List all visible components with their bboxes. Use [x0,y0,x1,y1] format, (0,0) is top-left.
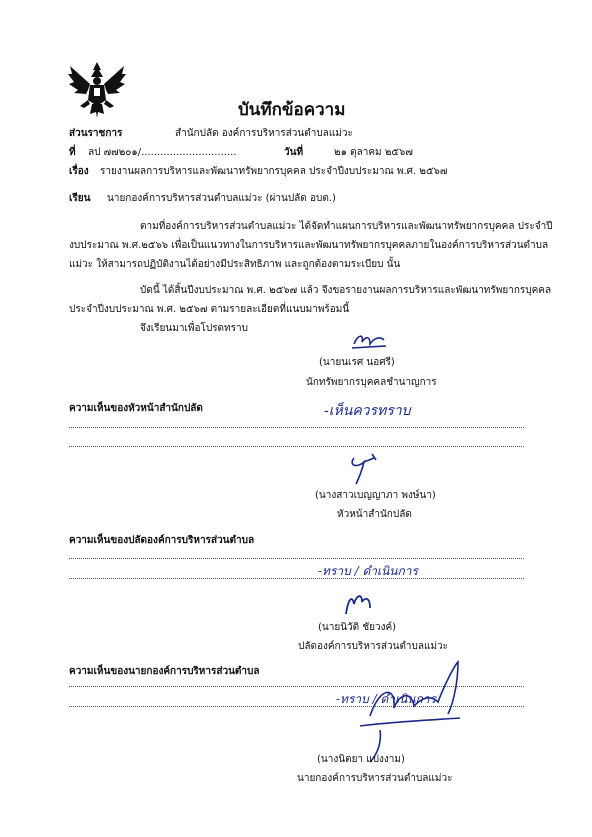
section-2-heading: ความเห็นของปลัดองค์การบริหารส่วนตำบล [69,535,255,546]
to-label: เรียน [69,193,91,204]
signer-2-name: (นางสาวเบญญาภา พงษ์นา) [315,490,436,501]
subject-value: รายงานผลการบริหารและพัฒนาทรัพยากรบุคคล ประจำปีงบประมาณ พ.ศ. ๒๕๖๗ [100,166,448,177]
subject-label: เรื่อง [69,166,89,177]
signer-1-name: (นายนเรศ นอศรี) [319,357,395,368]
comment-line [69,558,524,559]
body-line: ตามที่องค์การบริหารส่วนตำบลแม่วะ ได้จัดทำแผนการบริหารและพัฒนาทรัพยากรบุคคล ประจำปี [140,221,553,232]
agency-value: สำนักปลัด องค์การบริหารส่วนตำบลแม่วะ [175,128,353,139]
body-line: ประจำปีงบประมาณ พ.ศ. ๒๕๖๗ ตามรายละเอียดที่แนบมาพร้อมนี้ [69,304,350,315]
body-line: งบประมาณ พ.ศ.๒๕๖๖ เพื่อเป็นแนวทางในการบริหารและพัฒนาทรัพยากรบุคคลภายในองค์การบริหารส่วนตำบล [69,240,549,251]
section-3-heading: ความเห็นของนายกองค์การบริหารส่วนตำบล [69,666,260,677]
section-1-heading: ความเห็นของหัวหน้าสำนักปลัด [69,403,203,414]
comment-line [69,446,524,447]
signature-4-icon [340,656,470,766]
signer-3-position: ปลัดองค์การบริหารส่วนตำบลแม่วะ [298,641,449,652]
signer-4-position: นายกองค์การบริหารส่วนตำบลแม่วะ [297,773,453,784]
to-value: นายกองค์การบริหารส่วนตำบลแม่วะ (ผ่านปลัด อบต.) [107,193,336,204]
body-line: บัดนี้ ได้สิ้นปีงบประมาณ พ.ศ. ๒๕๖๗ แล้ว จึงขอรายงานผลการบริหารและพัฒนาทรัพยากรบุคคล [140,285,552,296]
section-1-handwriting: -เห็นควรทราบ [324,403,411,419]
signer-1-position: นักทรัพยากรบุคคลชำนาญการ [306,377,437,388]
signer-2-position: หัวหน้าสำนักปลัด [337,509,412,520]
ref-label: ที่ [69,147,76,158]
date-label: วันที่ [284,147,304,158]
ref-value: ลป ๗๗๒๐๑/.............................. [88,147,237,158]
garuda-emblem-icon [66,60,128,120]
signature-2-icon [344,452,384,488]
agency-label: ส่วนราชการ [69,128,123,139]
date-value: ๒๑ ตุลาคม ๒๕๖๗ [334,147,413,158]
section-2-handwriting: -ทราบ / ดำเนินการ [318,564,418,578]
memo-title: บันทึกข้อความ [238,100,346,120]
section-3-handwriting: -ทราบ / ดำเนินการ [336,692,436,706]
comment-line [69,427,524,428]
body-line: แม่วะ ให้สามารถปฏิบัติงานได้อย่างมีประสิทธิภาพ และถูกต้องตามระเบียบ นั้น [69,259,401,270]
signer-4-name: (นางนิตยา แปงงาม) [317,754,405,765]
signer-3-name: (นายนิวัติ ชัยวงค์) [318,622,397,633]
signature-1-icon [350,330,390,352]
signature-3-icon [340,588,376,618]
comment-line [69,578,524,579]
closing-text: จึงเรียนมาเพื่อโปรดทราบ [140,323,248,334]
